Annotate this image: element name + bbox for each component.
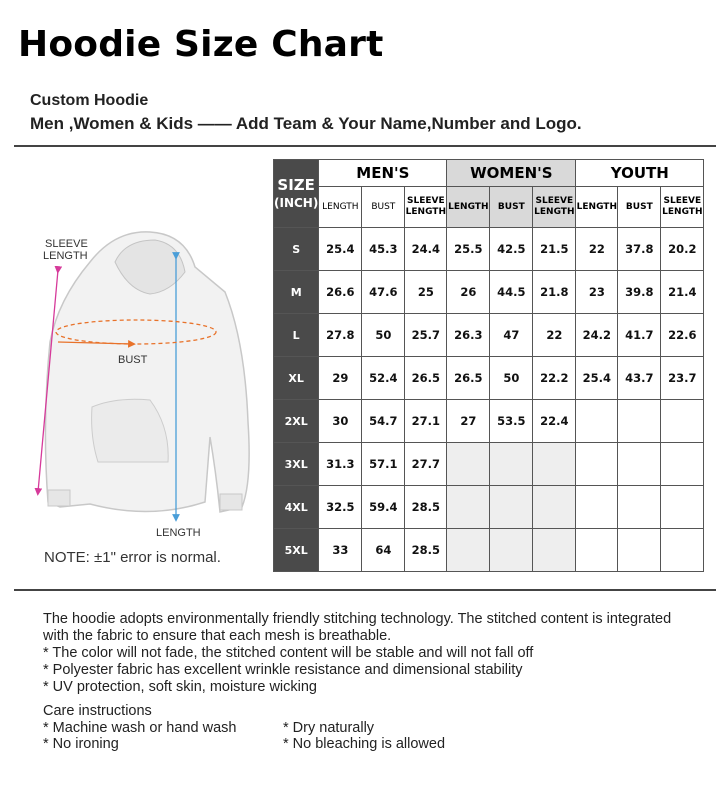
measurement-cell: 21.4 [661, 271, 704, 314]
sleeve-label-line1: SLEEVE [45, 238, 88, 250]
measurement-cell [490, 529, 533, 572]
measurement-cell [576, 443, 618, 486]
measurement-cell: 33 [319, 529, 362, 572]
group-header-women: WOMEN'S [447, 160, 576, 187]
measurement-cell: 23 [576, 271, 618, 314]
measurement-cell: 37.8 [618, 228, 661, 271]
measurement-cell: 57.1 [362, 443, 405, 486]
measurement-cell: 50 [490, 357, 533, 400]
measurement-cell: 53.5 [490, 400, 533, 443]
measurement-cell: 44.5 [490, 271, 533, 314]
size-cell: 4XL [274, 486, 319, 529]
measurement-cell [661, 529, 704, 572]
measurement-cell: 64 [362, 529, 405, 572]
hoodie-icon [20, 222, 260, 552]
col-header-men-length: LENGTH [319, 187, 362, 228]
description-bullet: * UV protection, soft skin, moisture wicking [43, 679, 317, 695]
divider-bottom [14, 589, 716, 591]
care-instructions [43, 703, 446, 753]
measurement-cell: 20.2 [661, 228, 704, 271]
measurement-cell: 22.2 [533, 357, 576, 400]
measurement-cell [447, 443, 490, 486]
measurement-cell: 43.7 [618, 357, 661, 400]
measurement-cell: 32.5 [319, 486, 362, 529]
measurement-cell: 26 [447, 271, 490, 314]
measurement-cell: 25.4 [576, 357, 618, 400]
col-header-women-sleeve: SLEEVE LENGTH [533, 187, 576, 228]
measurement-cell: 22.6 [661, 314, 704, 357]
measurement-cell: 28.5 [405, 486, 447, 529]
length-label: LENGTH [156, 527, 201, 539]
measurement-cell: 21.5 [533, 228, 576, 271]
hoodie-illustration [20, 222, 260, 552]
measurement-cell [661, 443, 704, 486]
table-row [274, 357, 704, 400]
table-row [274, 486, 704, 529]
measurement-cell: 26.3 [447, 314, 490, 357]
table-row [274, 228, 704, 271]
measurement-cell [533, 486, 576, 529]
product-tagline: Men ,Women & Kids —— Add Team & Your Name,Number and Logo. [30, 114, 582, 133]
col-header-youth-length: LENGTH [576, 187, 618, 228]
sleeve-label-line2: LENGTH [43, 250, 88, 262]
product-description [43, 611, 683, 696]
measurement-cell [447, 486, 490, 529]
measurement-cell [618, 486, 661, 529]
measurement-cell: 26.5 [405, 357, 447, 400]
measurement-cell: 22 [576, 228, 618, 271]
measurement-cell [576, 486, 618, 529]
table-row [274, 314, 704, 357]
measurement-cell: 29 [319, 357, 362, 400]
measurement-cell: 22 [533, 314, 576, 357]
care-heading: Care instructions [43, 703, 152, 719]
size-cell: S [274, 228, 319, 271]
measurement-cell: 27.8 [319, 314, 362, 357]
size-cell: L [274, 314, 319, 357]
measurement-cell: 26.5 [447, 357, 490, 400]
measurement-cell: 27.7 [405, 443, 447, 486]
care-item: * No bleaching is allowed [283, 736, 446, 752]
measurement-cell: 39.8 [618, 271, 661, 314]
error-note: NOTE: ±1" error is normal. [44, 549, 221, 566]
measurement-cell [576, 529, 618, 572]
measurement-cell: 50 [362, 314, 405, 357]
measurement-cell: 21.8 [533, 271, 576, 314]
description-bullet: * The color will not fade, the stitched content will be stable and will not fall off [43, 645, 534, 661]
col-header-men-sleeve: SLEEVE LENGTH [405, 187, 447, 228]
size-header-unit: (INCH) [274, 195, 319, 210]
size-cell: 5XL [274, 529, 319, 572]
measurement-cell: 25.5 [447, 228, 490, 271]
measurement-cell [447, 529, 490, 572]
page-title: Hoodie Size Chart [18, 24, 384, 65]
size-cell: M [274, 271, 319, 314]
measurement-cell: 25.4 [319, 228, 362, 271]
size-cell: XL [274, 357, 319, 400]
col-header-youth-bust: BUST [618, 187, 661, 228]
measurement-cell [618, 400, 661, 443]
description-intro: The hoodie adopts environmentally friendly stitching technology. The stitched content is integrated with the fabric to ensure that each mesh is breathable. [43, 611, 672, 644]
size-header [274, 160, 319, 228]
col-header-men-bust: BUST [362, 187, 405, 228]
measurement-cell: 47.6 [362, 271, 405, 314]
measurement-cell [533, 443, 576, 486]
table-row [274, 400, 704, 443]
care-item: * Machine wash or hand wash [43, 719, 237, 736]
size-chart-table [273, 159, 704, 572]
col-header-women-length: LENGTH [447, 187, 490, 228]
measurement-cell: 45.3 [362, 228, 405, 271]
measurement-cell: 23.7 [661, 357, 704, 400]
measurement-cell: 31.3 [319, 443, 362, 486]
measurement-cell [533, 529, 576, 572]
measurement-cell: 52.4 [362, 357, 405, 400]
measurement-cell: 42.5 [490, 228, 533, 271]
measurement-cell: 27.1 [405, 400, 447, 443]
table-row [274, 443, 704, 486]
divider-top [14, 145, 716, 147]
measurement-cell: 28.5 [405, 529, 447, 572]
size-header-label: SIZE [277, 175, 315, 194]
measurement-cell [661, 400, 704, 443]
measurement-cell: 26.6 [319, 271, 362, 314]
measurement-cell [618, 443, 661, 486]
group-header-men: MEN'S [319, 160, 447, 187]
measurement-cell: 25.7 [405, 314, 447, 357]
measurement-cell [661, 486, 704, 529]
measurement-cell: 24.2 [576, 314, 618, 357]
measurement-cell [490, 443, 533, 486]
col-header-youth-sleeve: SLEEVE LENGTH [661, 187, 704, 228]
measurement-cell: 47 [490, 314, 533, 357]
measurement-cell: 54.7 [362, 400, 405, 443]
table-row [274, 271, 704, 314]
measurement-cell: 22.4 [533, 400, 576, 443]
product-subtitle: Custom Hoodie [30, 92, 149, 109]
measurement-cell: 30 [319, 400, 362, 443]
col-header-women-bust: BUST [490, 187, 533, 228]
table-row [274, 529, 704, 572]
description-bullet: * Polyester fabric has excellent wrinkle resistance and dimensional stability [43, 662, 523, 678]
measurement-cell: 24.4 [405, 228, 447, 271]
measurement-cell [618, 529, 661, 572]
measurement-cell: 27 [447, 400, 490, 443]
measurement-cell: 41.7 [618, 314, 661, 357]
group-header-youth: YOUTH [576, 160, 704, 187]
bust-label: BUST [118, 354, 148, 366]
size-cell: 2XL [274, 400, 319, 443]
size-cell: 3XL [274, 443, 319, 486]
measurement-cell [490, 486, 533, 529]
measurement-cell: 25 [405, 271, 447, 314]
measurement-cell: 59.4 [362, 486, 405, 529]
measurement-cell [576, 400, 618, 443]
care-item: * Dry naturally [283, 719, 375, 736]
care-item: * No ironing [43, 736, 119, 752]
